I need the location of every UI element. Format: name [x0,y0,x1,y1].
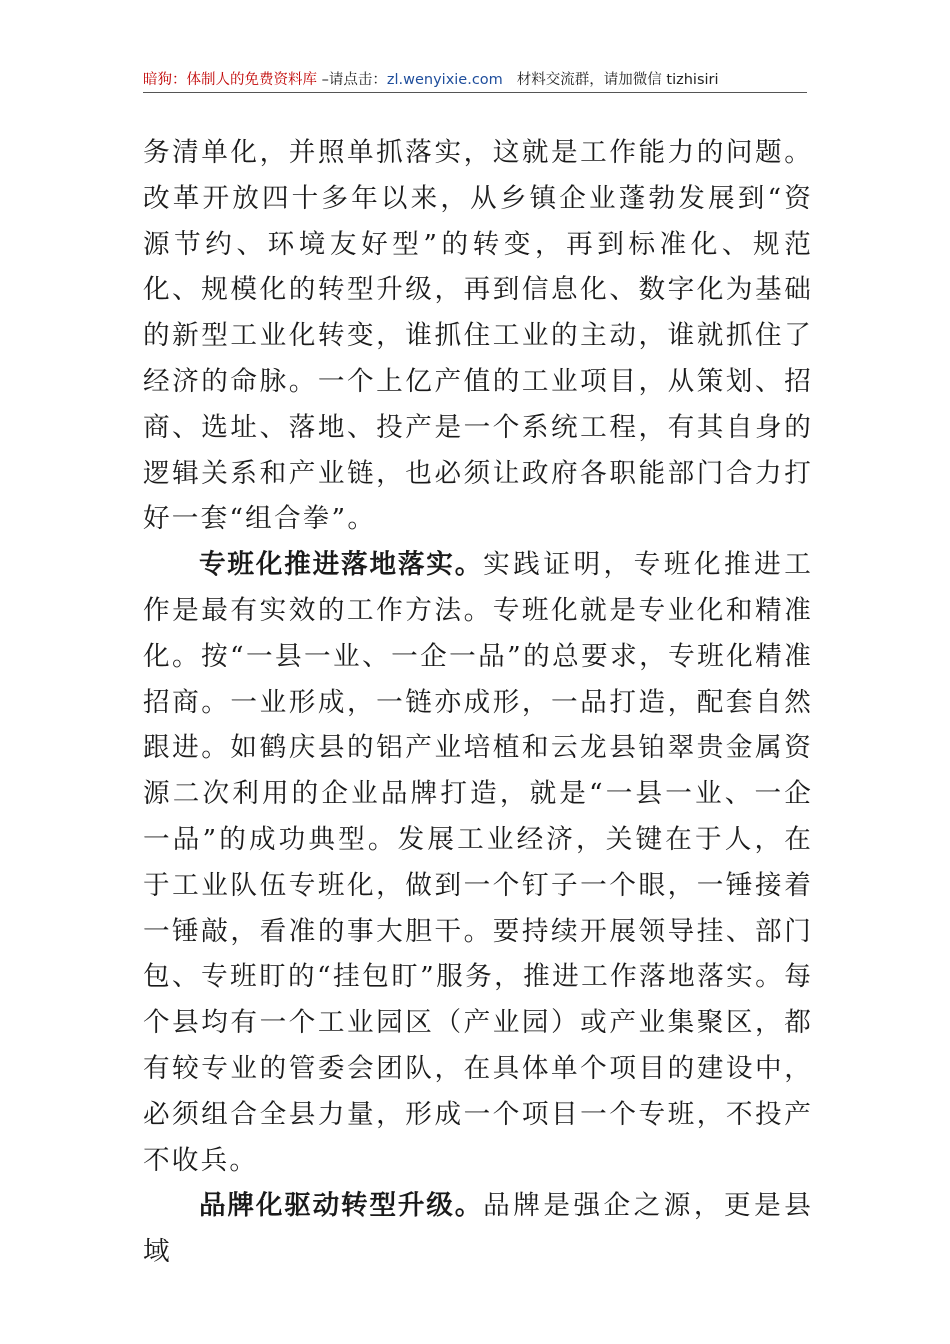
paragraph-3 [143,1183,813,1275]
document-body [143,130,813,1275]
paragraph-1-text: 务清单化，并照单抓落实，这就是工作能力的问题。改革开放四十多年以来，从乡镇企业蓬勃发展到“资源节约、环境友好型”的转变，再到标准化、规范化、规模化的转型升级，再到信息化、数字化为基础的新型工业化转变，谁抓住工业的主动，谁就抓住了经济的命脉。一个上亿产值的工业项目，从策划、招商、选址、落地、投产是一个系统工程，有其自身的逻辑关系和产业链，也必须让政府各职能部门合力打好一套“组合拳”。 [143,137,813,535]
paragraph-3-lead: 品牌化驱动转型升级。 [199,1190,484,1222]
paragraph-2-text: 实践证明，专班化推进工作是最有实效的工作方法。专班化就是专业化和精准化。按“一县一业、一企一品”的总要求，专班化精准招商。一业形成，一链亦成形，一品打造，配套自然跟进。如鹤庆县的铝产业培植和云龙县铂翠贵金属资源二次利用的企业品牌打造，就是“一县一业、一企一品”的成功典型。发展工业经济，关键在于人，在于工业队伍专班化，做到一个钉子一个眼，一锤接着一锤敲，看准的事大胆干。要持续开展领导挂、部门包、专班盯的“挂包盯”服务，推进工作落地落实。每个县均有一个工业园区（产业园）或产业集聚区，都有较专业的管委会团队，在具体单个项目的建设中，必须组合全县力量，形成一个项目一个专班，不投产不收兵。 [143,549,814,1176]
page-header [143,68,807,93]
header-wechat-note: 材料交流群，请加微信 tizhisiri [516,72,719,88]
header-click-prompt: –请点击： [317,72,387,88]
header-brand: 暗狗：体制人的免费资料库 [143,72,317,88]
paragraph-2 [143,542,813,1183]
paragraph-1 [143,130,813,542]
paragraph-2-lead: 专班化推进落地落实。 [199,549,484,581]
paragraph-3-text: 品牌是强企之源，更是县域 [143,1190,814,1268]
header-url-link[interactable]: zl.wenyixie.com [386,72,503,88]
